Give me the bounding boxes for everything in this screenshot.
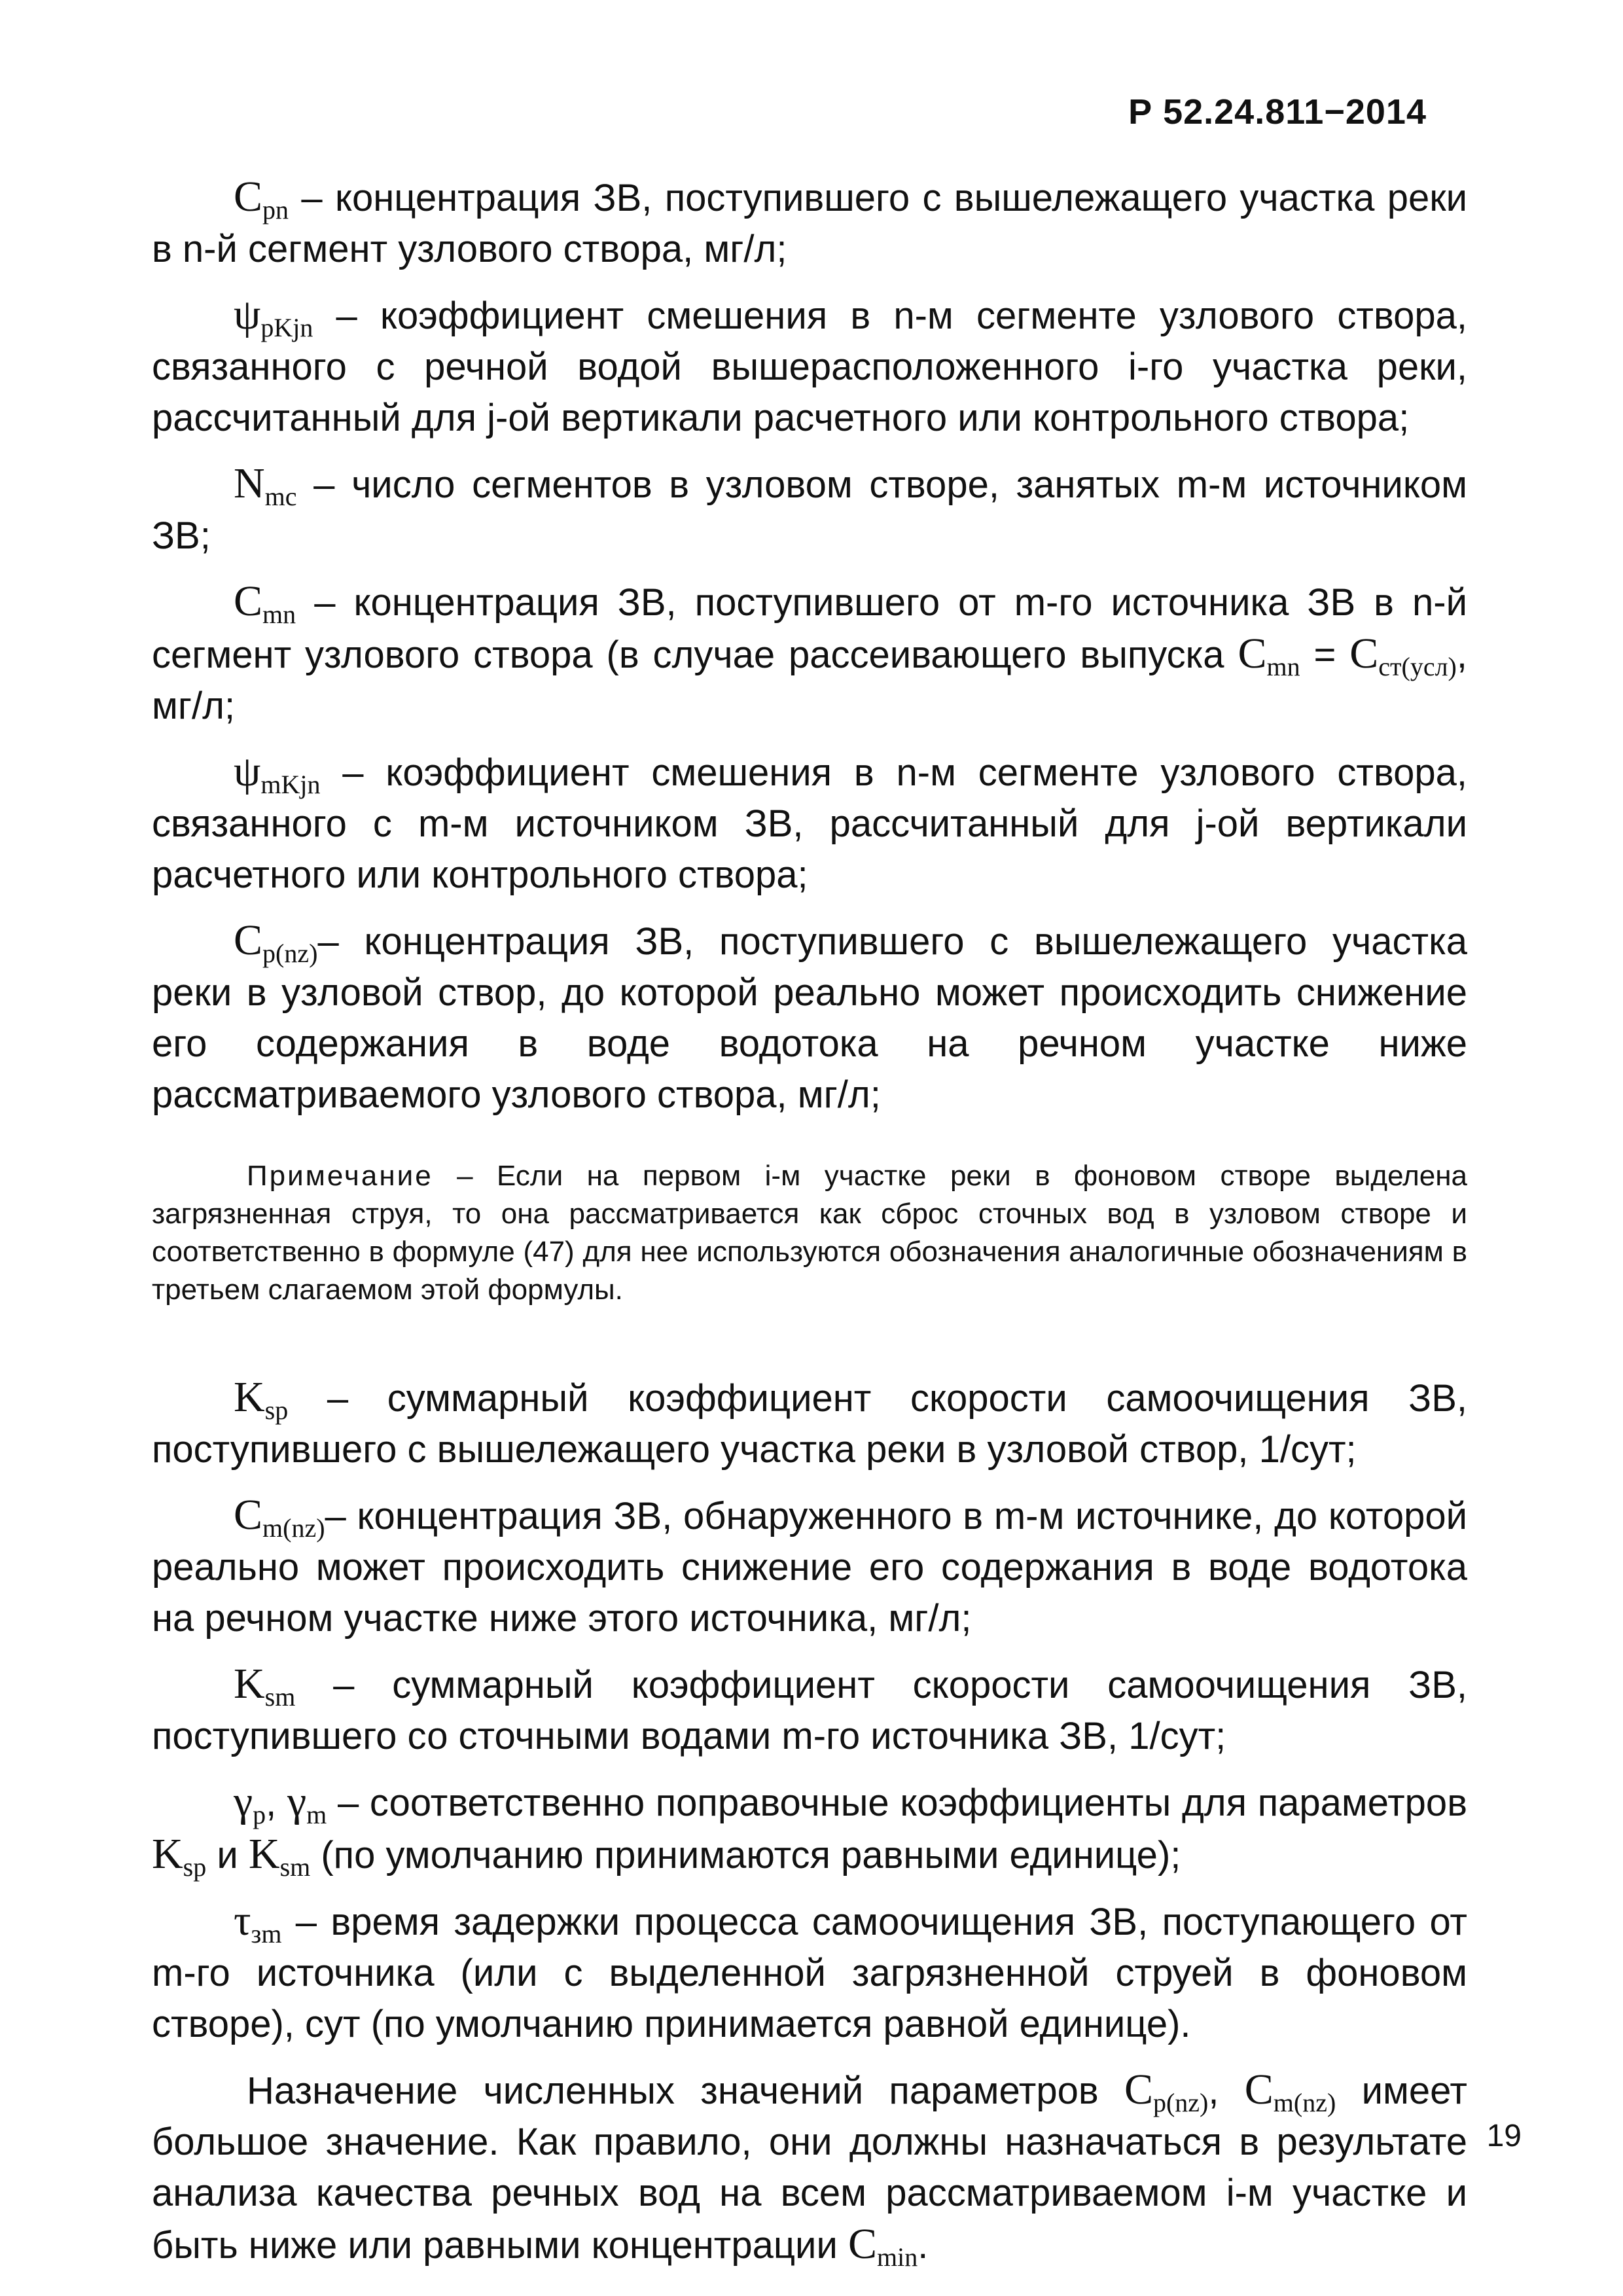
symbol: $C_{mn}$ bbox=[1238, 630, 1300, 681]
symbol: $\psi_{mKjn}$ bbox=[234, 747, 321, 799]
definition-item: $C_{m(nz)}-$ концентрация ЗВ, обнаруженного в m-м источнике, до которой реально может происходить снижение его содержания в воде водотока на речном участке ниже этого источника, мг/л; bbox=[152, 1491, 1467, 1640]
document-number: Р 52.24.811−2014 bbox=[1128, 92, 1427, 132]
definition-item: $\psi_{pKjn}$ – коэффициент смешения в n-м сегменте узлового створа, связанного с речной водой вышерасположенного i-го участка реки, рассчитанный для j-ой вертикали расчетного или контрольного створа; bbox=[152, 291, 1467, 439]
symbol: $\psi_{pKjn}$ bbox=[234, 291, 313, 342]
definition-item: $\gamma_p$, $\gamma_m$ – соответственно поправочные коэффициенты для параметров $K_{sp}$ и $K_{sm}$ (по умолчанию принимаются равными единице); bbox=[152, 1778, 1468, 1882]
symbol: $\tau_{зm}$ bbox=[234, 1897, 282, 1948]
definition-item: $\psi_{mKjn}$ – коэффициент смешения в n-м сегменте узлового створа, связанного с m-м источником ЗВ, рассчитанный для j-ой вертикали расчетного или контрольного створа; bbox=[152, 747, 1467, 896]
symbol: $K_{sp}$ bbox=[152, 1830, 207, 1882]
page-number: 19 bbox=[1486, 2119, 1522, 2153]
symbol: $C_{pn}$ bbox=[234, 173, 289, 224]
definition-item: $N_{mc}$ – число сегментов в узловом створе, занятых m-м источником ЗВ; bbox=[152, 459, 1467, 557]
definition-item: $C_{mn}$ – концентрация ЗВ, поступившего от m-го источника ЗВ в n-й сегмент узлового створа (в случае рассеивающего выпуска $C_{mn} = C_{ст(усл)}$, мг/л; bbox=[152, 577, 1467, 727]
note-text: – Если на первом i-м участке реки в фоновом створе выделена загрязненная струя, то она рассматривается как сброс сточных вод в узловом створе и соответственно в формуле (47) для нее используются обозначения аналогичные обозначениям в третьем слагаемом этой формулы. bbox=[152, 1160, 1467, 1306]
symbol: $K_{sm}$ bbox=[234, 1660, 296, 1712]
definition-item: $\tau_{зm}$ – время задержки процесса самоочищения ЗВ, поступающего от m-го источника (или с выделенной загрязненной струей в фоновом створе), сут (по умолчанию принимается равной единице). bbox=[152, 1897, 1467, 2045]
symbol: $C_{m(nz)}$ bbox=[234, 1491, 325, 1543]
symbol: $\gamma_p$ bbox=[234, 1778, 266, 1829]
note bbox=[152, 1157, 1467, 1309]
definition-item: $K_{sm}$ – суммарный коэффициент скорости самоочищения ЗВ, поступившего со сточными водами m-го источника ЗВ, 1/сут; bbox=[152, 1660, 1467, 1757]
symbol: $\gamma_m$ bbox=[287, 1778, 327, 1829]
symbol: $K_{sp}$ bbox=[234, 1373, 289, 1425]
symbol: $C_{min}$ bbox=[847, 2220, 918, 2272]
symbol: $C_{p(nz)}$ bbox=[1124, 2066, 1209, 2117]
page-body bbox=[152, 171, 1467, 2271]
symbol: $K_{sm}$ bbox=[248, 1830, 311, 1882]
symbol: $N_{mc}$ bbox=[234, 459, 297, 511]
symbol: $C_{ст(усл)}$ bbox=[1349, 630, 1457, 681]
symbol: $C_{mn}$ bbox=[234, 577, 296, 629]
symbol: $C_{m(nz)}$ bbox=[1244, 2066, 1336, 2117]
note-label: Примечание bbox=[247, 1160, 433, 1192]
definition-item: $C_{p(nz)}-$ концентрация ЗВ, поступившего с вышележащего участка реки в узловой створ, до которой реально может происходить снижение его содержания в воде водотока на речном участке ниже рассматриваемого узлового створа, мг/л; bbox=[152, 916, 1467, 1116]
definition-item: $K_{sp}$ – суммарный коэффициент скорости самоочищения ЗВ, поступившего с вышележащего участка реки в узловой створ, 1/сут; bbox=[152, 1373, 1467, 1471]
symbol: $C_{p(nz)}$ bbox=[234, 916, 318, 968]
paragraph: Назначение численных значений параметров $C_{p(nz)}$, $C_{m(nz)}$ имеет большое значение. Как правило, они должны назначаться в результате анализа качества речных вод на всем рассматриваемом i-м участке и быть ниже или равными концентрации $C_{min}$. bbox=[152, 2066, 1467, 2272]
definition-item: $C_{pn}$ – концентрация ЗВ, поступившего с вышележащего участка реки в n-й сегмент узлового створа, мг/л; bbox=[152, 173, 1467, 270]
